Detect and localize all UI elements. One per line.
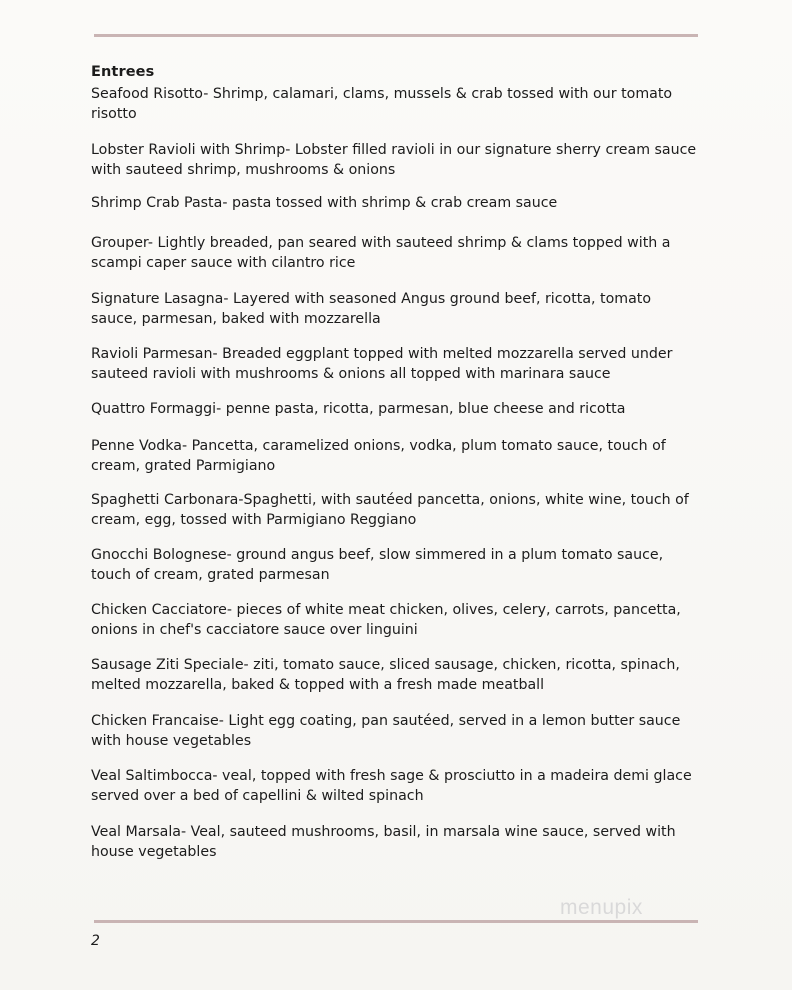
entree-item: Sausage Ziti Speciale- ziti, tomato sauce, sliced sausage, chicken, ricotta, spinach, melted mozzarella, baked & topped with a fresh made meatball	[91, 657, 680, 693]
entree-item: Grouper- Lightly breaded, pan seared with sauteed shrimp & clams topped with a scampi caper sauce with cilantro rice	[91, 235, 671, 271]
entree-item: Seafood Risotto- Shrimp, calamari, clams, mussels & crab tossed with our tomato risotto	[91, 86, 673, 122]
section-title: Entrees	[91, 64, 155, 80]
entree-item: Gnocchi Bolognese- ground angus beef, slow simmered in a plum tomato sauce, touch of cream, grated parmesan	[91, 547, 664, 583]
entree-item: Ravioli Parmesan- Breaded eggplant topped with melted mozzarella served under sauteed ravioli with mushrooms & onions all topped with marinara sauce	[91, 346, 673, 382]
entree-item: Penne Vodka- Pancetta, caramelized onions, vodka, plum tomato sauce, touch of cream, grated Parmigiano	[91, 438, 666, 474]
entree-item: Veal Saltimbocca- veal, topped with fresh sage & prosciutto in a madeira demi glace served over a bed of capellini & wilted spinach	[91, 768, 692, 804]
page-number: 2	[91, 933, 100, 949]
entree-item: Quattro Formaggi- penne pasta, ricotta, parmesan, blue cheese and ricotta	[91, 401, 626, 417]
entree-item: Veal Marsala- Veal, sauteed mushrooms, basil, in marsala wine sauce, served with house vegetables	[91, 824, 676, 860]
top-divider	[94, 34, 698, 37]
entree-item: Shrimp Crab Pasta- pasta tossed with shrimp & crab cream sauce	[91, 195, 558, 211]
entree-item: Spaghetti Carbonara-Spaghetti, with sautéed pancetta, onions, white wine, touch of cream, egg, tossed with Parmigiano Reggiano	[91, 492, 689, 528]
bottom-divider	[94, 920, 698, 923]
entree-item: Signature Lasagna- Layered with seasoned Angus ground beef, ricotta, tomato sauce, parmesan, baked with mozzarella	[91, 291, 652, 327]
entree-item: Chicken Francaise- Light egg coating, pan sautéed, served in a lemon butter sauce with house vegetables	[91, 713, 681, 749]
entree-item: Chicken Cacciatore- pieces of white meat chicken, olives, celery, carrots, pancetta, onions in chef's cacciatore sauce over linguini	[91, 602, 681, 638]
entree-item: Lobster Ravioli with Shrimp- Lobster filled ravioli in our signature sherry cream sauce with sauteed shrimp, mushrooms & onions	[91, 142, 697, 178]
watermark-logo: menupix	[560, 896, 643, 919]
